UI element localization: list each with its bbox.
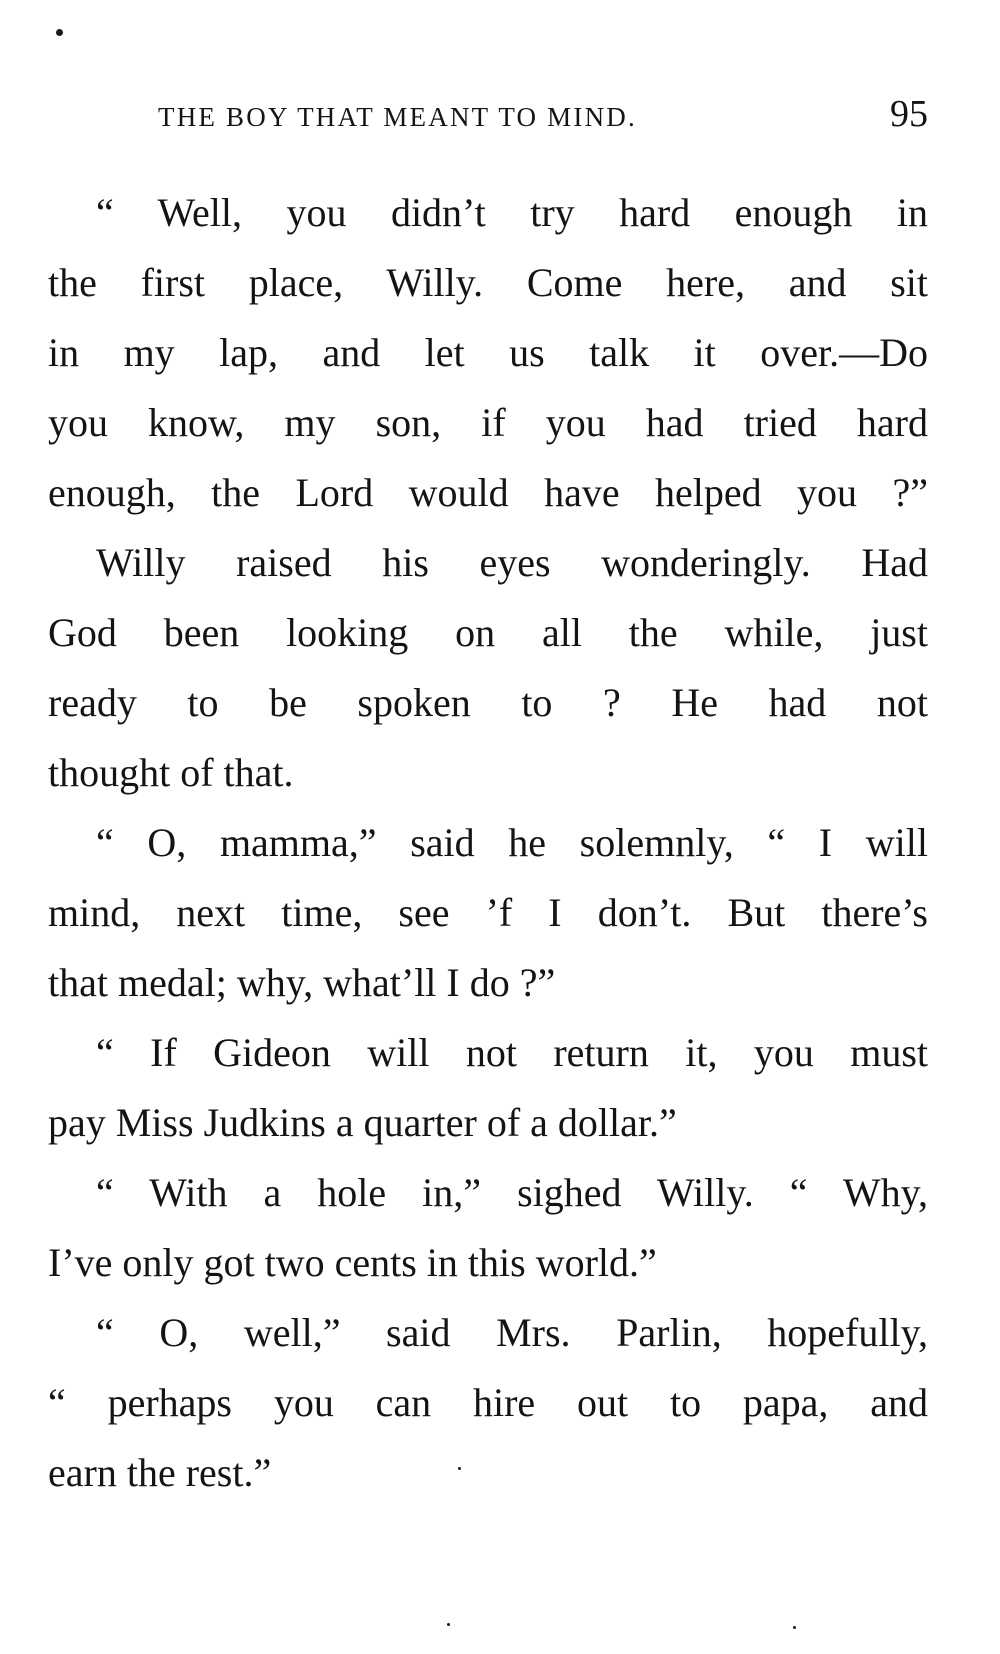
- ink-speck: [447, 1623, 450, 1626]
- text-line: you know, my son, if you had tried hard: [48, 400, 928, 445]
- text-line: earn the rest.”: [48, 1450, 272, 1495]
- text-line: “ If Gideon will not return it, you must: [96, 1030, 928, 1075]
- text-line: I’ve only got two cents in this world.”: [48, 1240, 657, 1285]
- text-line: God been looking on all the while, just: [48, 610, 928, 655]
- text-line: pay Miss Judkins a quarter of a dollar.”: [48, 1100, 677, 1145]
- text-line: the first place, Willy. Come here, and sit: [48, 260, 928, 305]
- text-line: “ With a hole in,” sighed Willy. “ Why,: [96, 1170, 928, 1215]
- page-number: 95: [890, 93, 928, 135]
- running-head: [48, 92, 928, 142]
- text-line: Willy raised his eyes wonderingly. Had: [96, 540, 928, 585]
- text-line: enough, the Lord would have helped you ?”: [48, 470, 928, 515]
- body-text: [48, 178, 928, 1508]
- text-line: “ O, mamma,” said he solemnly, “ I will: [96, 820, 928, 865]
- text-line: that medal; why, what’ll I do ?”: [48, 960, 556, 1005]
- text-line: in my lap, and let us talk it over.—Do: [48, 330, 928, 375]
- text-line: ready to be spoken to ? He had not: [48, 680, 928, 725]
- text-line: “ O, well,” said Mrs. Parlin, hopefully,: [96, 1310, 928, 1355]
- text-line: “ perhaps you can hire out to papa, and: [48, 1380, 928, 1425]
- ink-speck: [793, 1626, 796, 1629]
- text-line: thought of that.: [48, 750, 294, 795]
- running-title: THE BOY THAT MEANT TO MIND.: [158, 102, 637, 132]
- text-line: mind, next time, see ’f I don’t. But there’s: [48, 890, 928, 935]
- ink-speck: [56, 29, 63, 36]
- text-line: “ Well, you didn’t try hard enough in: [96, 190, 928, 235]
